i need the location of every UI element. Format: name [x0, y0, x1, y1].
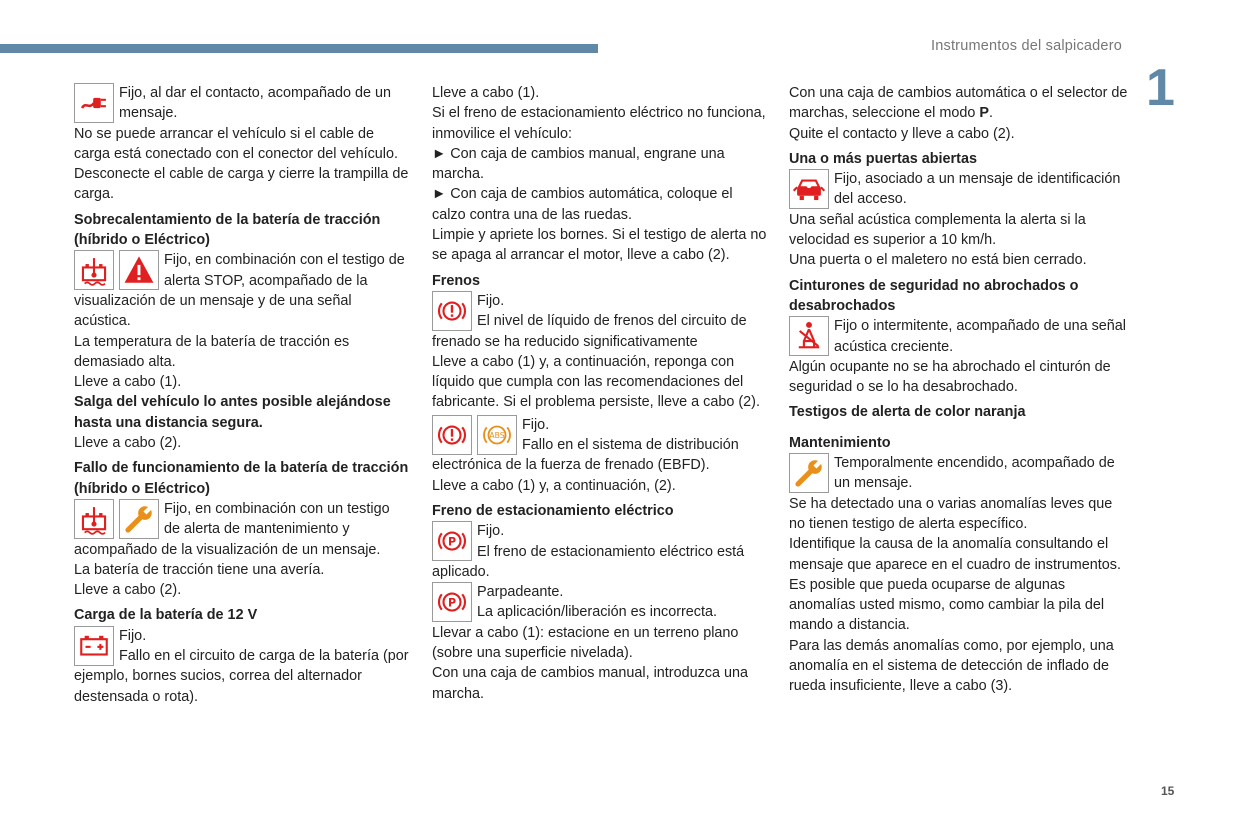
bullet-manual: ► Con caja de cambios manual, engrane una marcha.	[432, 145, 725, 183]
brakes-paragraph-1: Lleve a cabo (1) y, a continuación, reponga con líquido que cumpla con las recomendaciones del fabricante. Si el problema persiste, lleve a cabo (2).	[432, 353, 760, 411]
overheat-block	[74, 250, 409, 331]
overheat-warning: Salga del vehículo lo antes posible alejándose hasta una distancia segura.	[74, 394, 391, 431]
gear-selector-end: .	[988, 105, 993, 122]
charging-description: Fijo, al dar el contacto, acompañado de un mensaje.	[119, 85, 391, 122]
seatbelt-icon	[789, 316, 829, 356]
parking-block-2	[432, 582, 767, 623]
battery12-heading: Carga de la batería de 12 V	[74, 607, 258, 624]
column-right	[789, 83, 1129, 697]
header-accent-bar	[0, 44, 598, 53]
fault-block	[74, 499, 409, 560]
gear-mode-p: P	[979, 105, 989, 122]
fault-paragraph-1: La batería de tracción tiene una avería.	[74, 561, 325, 578]
maintenance-block	[789, 453, 1129, 494]
maintenance-heading: Mantenimiento	[789, 434, 891, 451]
battery12-description: Fijo. Fallo en el circuito de carga de la batería (por ejemplo, bornes sucios, correa del alternador destensada o rota).	[74, 627, 409, 705]
parking-brake-icon	[432, 582, 472, 622]
overheat-paragraph-1: La temperatura de la batería de tracción es demasiado alta.	[74, 333, 350, 370]
ebfd-block	[432, 415, 767, 476]
charging-plug-icon	[74, 83, 114, 123]
parking-heading: Freno de estacionamiento eléctrico	[432, 502, 674, 519]
parking-paragraph-1: Llevar a cabo (1): estacione en un terreno plano (sobre una superficie nivelada).	[432, 624, 739, 662]
section-title: Instrumentos del salpicadero	[931, 38, 1122, 54]
orange-warnings-heading: Testigos de alerta de color naranja	[789, 404, 1026, 421]
battery-12v-icon	[74, 626, 114, 666]
door-open-icon	[789, 169, 829, 209]
overheat-paragraph-2: Lleve a cabo (1).	[74, 374, 182, 391]
charging-paragraph-2: Desconecte el cable de carga y cierre la trampilla de carga.	[74, 166, 409, 203]
service-wrench-icon	[119, 499, 159, 539]
brake-warning-icon	[432, 291, 472, 331]
charging-paragraph-1: No se puede arrancar el vehículo si el cable de carga está conectado con el conector del vehículo.	[74, 125, 398, 162]
chapter-number: 1	[1146, 59, 1175, 117]
brake-warning-icon	[432, 415, 472, 455]
maintenance-description: Temporalmente encendido, acompañado de un mensaje.	[834, 455, 1115, 492]
fault-paragraph-2: Lleve a cabo (2).	[74, 582, 182, 599]
seatbelt-description: Fijo o intermitente, acompañado de una señal acústica creciente.	[834, 318, 1126, 355]
column-middle	[432, 83, 767, 704]
parking-brake-icon	[432, 521, 472, 561]
service-wrench-icon	[789, 453, 829, 493]
parking-block-1	[432, 521, 767, 582]
page-number: 15	[1161, 784, 1175, 798]
ignition-paragraph: Quite el contacto y lleve a cabo (2).	[789, 125, 1015, 142]
doors-block	[789, 169, 1129, 210]
seatbelt-heading: Cinturones de seguridad no abrochados o desabrochados	[789, 277, 1079, 314]
brakes-block	[432, 291, 767, 352]
ebfd-description: Fijo. Fallo en el sistema de distribución electrónica de la fuerza de frenado (EBFD).	[432, 416, 739, 474]
battery-temperature-icon	[74, 499, 114, 539]
fault-description: Fijo, en combinación con un testigo de alerta de mantenimiento y acompañado de la visualización de un mensaje.	[74, 500, 390, 558]
maintenance-paragraph-3: Es posible que pueda ocuparse de algunas anomalías usted mismo, como cambiar la pila del mando a distancia.	[789, 576, 1105, 634]
seatbelt-paragraph-1: Algún ocupante no se ha abrochado el cinturón de seguridad o se lo ha desabrochado.	[789, 358, 1111, 396]
doors-description: Fijo, asociado a un mensaje de identificación del acceso.	[834, 171, 1121, 208]
middle-paragraph-3: Limpie y apriete los bornes. Si el testigo de alerta no se apaga al arrancar el motor, lleve a cabo (2).	[432, 227, 767, 264]
battery-temperature-icon	[74, 250, 114, 290]
charging-block	[74, 83, 409, 124]
battery12-block	[74, 626, 409, 707]
fault-heading: Fallo de funcionamiento de la batería de tracción (híbrido o Eléctrico)	[74, 460, 409, 497]
column-left	[74, 83, 409, 707]
ebfd-paragraph-1: Lleve a cabo (1) y, a continuación, (2).	[432, 477, 676, 494]
parking-description-2: Parpadeante. La aplicación/liberación es incorrecta.	[477, 584, 717, 621]
stop-warning-triangle-icon	[119, 250, 159, 290]
gear-selector-text: Con una caja de cambios automática o el selector de marchas, seleccione el modo	[789, 85, 1128, 122]
doors-paragraph-2: Una puerta o el maletero no está bien cerrado.	[789, 252, 1087, 269]
seatbelt-block	[789, 316, 1129, 357]
overheat-paragraph-3: Lleve a cabo (2).	[74, 435, 182, 452]
middle-paragraph-2: Si el freno de estacionamiento eléctrico no funciona, inmovilice el vehículo:	[432, 105, 766, 142]
brakes-heading: Frenos	[432, 272, 480, 289]
maintenance-paragraph-4: Para las demás anomalías como, por ejemplo, una anomalía en el sistema de detección de inflado de rueda insuficiente, lleve a cabo (3).	[789, 637, 1114, 695]
middle-paragraph-1: Lleve a cabo (1).	[432, 85, 540, 101]
abs-icon	[477, 415, 517, 455]
brakes-description: Fijo. El nivel de líquido de frenos del circuito de frenado se ha reducido significativamente	[432, 292, 747, 350]
gear-selector-paragraph	[789, 83, 1129, 124]
maintenance-paragraph-1: Se ha detectado una o varias anomalías leves que no tienen testigo de alerta específico.	[789, 495, 1113, 532]
doors-heading: Una o más puertas abiertas	[789, 150, 977, 167]
parking-paragraph-2: Con una caja de cambios manual, introduzca una marcha.	[432, 665, 748, 702]
overheat-heading: Sobrecalentamiento de la batería de tracción (híbrido o Eléctrico)	[74, 211, 381, 249]
bullet-automatic: ► Con caja de cambios automática, coloque el calzo contra una de las ruedas.	[432, 186, 733, 223]
overheat-description: Fijo, en combinación con el testigo de alerta STOP, acompañado de la visualización de un mensaje y de una señal acústica.	[74, 252, 405, 330]
maintenance-paragraph-2: Identifique la causa de la anomalía consultando el mensaje que aparece en el cuadro de instrumentos.	[789, 536, 1121, 573]
doors-paragraph-1: Una señal acústica complementa la alerta si la velocidad es superior a 10 km/h.	[789, 211, 1086, 249]
parking-description-1: Fijo. El freno de estacionamiento eléctrico está aplicado.	[432, 523, 745, 580]
